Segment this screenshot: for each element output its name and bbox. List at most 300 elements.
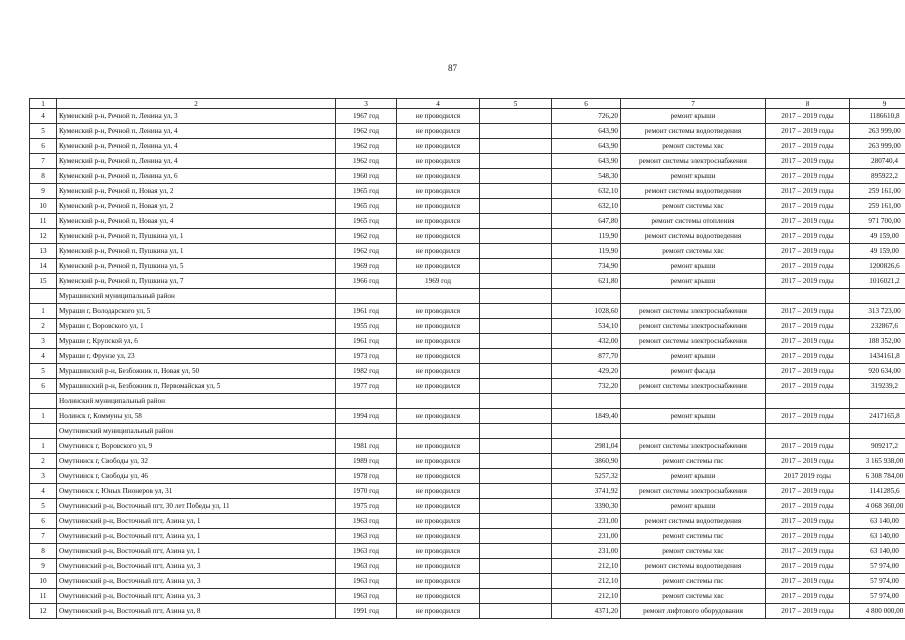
empty-cell: [480, 574, 552, 589]
area-cell: 3860,90: [552, 454, 621, 469]
empty-cell: [480, 454, 552, 469]
period-cell: 2017 – 2019 годы: [766, 154, 850, 169]
work-type-cell: ремонт системы электроснабжения: [621, 439, 766, 454]
area-cell: 1028,60: [552, 304, 621, 319]
work-type-cell: ремонт системы хвс: [621, 589, 766, 604]
work-type-cell: ремонт системы водоотведения: [621, 559, 766, 574]
row-number: [30, 289, 57, 304]
period-cell: 2017 – 2019 годы: [766, 124, 850, 139]
cost-cell: 1016021,2: [850, 274, 905, 289]
work-type-cell: ремонт системы гвс: [621, 574, 766, 589]
area-cell: 632,10: [552, 184, 621, 199]
empty-cell: [480, 259, 552, 274]
row-number: 5: [30, 364, 57, 379]
cost-cell: 63 140,00: [850, 514, 905, 529]
year-cell: 1962 год: [336, 124, 397, 139]
row-number: 10: [30, 574, 57, 589]
address-cell: Омутнинск г, Юных Пионеров ул, 31: [57, 484, 336, 499]
address-cell: Омутнинский р-н, Восточный пгт, Азина ул, 3: [57, 574, 336, 589]
empty-cell: [480, 439, 552, 454]
period-cell: 2017 – 2019 годы: [766, 259, 850, 274]
address-cell: Омутнинский р-н, Восточный пгт, Азина ул, 3: [57, 559, 336, 574]
work-type-cell: ремонт крыши: [621, 499, 766, 514]
repair-schedule-table: [29, 98, 905, 619]
period-cell: 2017 – 2019 годы: [766, 514, 850, 529]
year-cell: 1975 год: [336, 499, 397, 514]
column-header: 9: [850, 99, 905, 109]
work-type-cell: ремонт крыши: [621, 109, 766, 124]
work-type-cell: ремонт крыши: [621, 409, 766, 424]
work-type-cell: ремонт системы отопления: [621, 214, 766, 229]
period-cell: 2017 2019 годы: [766, 469, 850, 484]
last-repair-cell: не проводился: [397, 319, 480, 334]
year-cell: 1962 год: [336, 229, 397, 244]
year-cell: 1963 год: [336, 529, 397, 544]
work-type-cell: ремонт системы гвс: [621, 529, 766, 544]
period-cell: 2017 – 2019 годы: [766, 244, 850, 259]
last-repair-cell: не проводился: [397, 544, 480, 559]
cost-cell: 3 165 938,00: [850, 454, 905, 469]
address-cell: Омутнинский р-н, Восточный пгт, Азина ул, 8: [57, 604, 336, 619]
empty-cell: [480, 124, 552, 139]
last-repair-cell: не проводился: [397, 409, 480, 424]
work-type-cell: ремонт системы гвс: [621, 454, 766, 469]
period-cell: 2017 – 2019 годы: [766, 559, 850, 574]
row-number: 8: [30, 169, 57, 184]
table-row: [30, 364, 905, 379]
empty-cell: [480, 349, 552, 364]
table-row: [30, 409, 905, 424]
row-number: 7: [30, 154, 57, 169]
work-type-cell: ремонт крыши: [621, 169, 766, 184]
cost-cell: 1186610,8: [850, 109, 905, 124]
empty-cell: [480, 514, 552, 529]
year-cell: 1963 год: [336, 574, 397, 589]
period-cell: 2017 – 2019 годы: [766, 139, 850, 154]
area-cell: 643,90: [552, 139, 621, 154]
address-cell: Куменский р-н, Речной п, Новая ул, 2: [57, 184, 336, 199]
last-repair-cell: не проводился: [397, 574, 480, 589]
period-cell: 2017 – 2019 годы: [766, 529, 850, 544]
work-type-cell: ремонт крыши: [621, 259, 766, 274]
cost-cell: 4 800 000,00: [850, 604, 905, 619]
cost-cell: 1141285,6: [850, 484, 905, 499]
work-type-cell: ремонт системы электроснабжения: [621, 334, 766, 349]
address-cell: Куменский р-н, Речной п, Ленина ул, 4: [57, 124, 336, 139]
last-repair-cell: не проводился: [397, 334, 480, 349]
empty-cell: [480, 334, 552, 349]
address-cell: Мурашинский р-н, Безбожник п, Первомайская ул, 5: [57, 379, 336, 394]
row-number: 7: [30, 529, 57, 544]
last-repair-cell: не проводился: [397, 109, 480, 124]
period-cell: 2017 – 2019 годы: [766, 544, 850, 559]
area-cell: 231,00: [552, 544, 621, 559]
address-cell: Омутнинск г, Свободы ул, 46: [57, 469, 336, 484]
year-cell: 1982 год: [336, 364, 397, 379]
empty-cell: [336, 424, 397, 439]
year-cell: 1966 год: [336, 274, 397, 289]
column-header: 4: [397, 99, 480, 109]
year-cell: 1978 год: [336, 469, 397, 484]
section-label: Мурашинский муниципальный район: [57, 289, 336, 304]
column-header: 8: [766, 99, 850, 109]
table-row: [30, 454, 905, 469]
work-type-cell: ремонт крыши: [621, 349, 766, 364]
work-type-cell: ремонт крыши: [621, 274, 766, 289]
work-type-cell: ремонт системы водоотведения: [621, 229, 766, 244]
table-row: [30, 199, 905, 214]
row-number: 10: [30, 199, 57, 214]
cost-cell: 971 700,00: [850, 214, 905, 229]
empty-cell: [480, 364, 552, 379]
cost-cell: 263 999,00: [850, 124, 905, 139]
period-cell: 2017 – 2019 годы: [766, 589, 850, 604]
period-cell: 2017 – 2019 годы: [766, 274, 850, 289]
last-repair-cell: не проводился: [397, 589, 480, 604]
area-cell: 432,00: [552, 334, 621, 349]
page-number: 87: [448, 63, 457, 73]
area-cell: 1849,40: [552, 409, 621, 424]
area-cell: 119,90: [552, 229, 621, 244]
area-cell: 212,10: [552, 589, 621, 604]
area-cell: 212,10: [552, 559, 621, 574]
year-cell: 1955 год: [336, 319, 397, 334]
cost-cell: 57 974,00: [850, 574, 905, 589]
last-repair-cell: не проводился: [397, 439, 480, 454]
table-row: [30, 109, 905, 124]
row-number: 4: [30, 349, 57, 364]
year-cell: 1991 год: [336, 604, 397, 619]
empty-cell: [552, 424, 621, 439]
last-repair-cell: не проводился: [397, 184, 480, 199]
last-repair-cell: не проводился: [397, 124, 480, 139]
address-cell: Омутнинский р-н, Восточный пгт, Азина ул, 1: [57, 529, 336, 544]
empty-cell: [480, 214, 552, 229]
row-number: 8: [30, 544, 57, 559]
table-row: [30, 484, 905, 499]
address-cell: Куменский р-н, Речной п, Пушкина ул, 1: [57, 229, 336, 244]
cost-cell: 1200826,6: [850, 259, 905, 274]
year-cell: 1994 год: [336, 409, 397, 424]
address-cell: Омутнинский р-н, Восточный пгт, Азина ул, 3: [57, 589, 336, 604]
area-cell: 643,90: [552, 154, 621, 169]
year-cell: 1962 год: [336, 154, 397, 169]
area-cell: 2981,04: [552, 439, 621, 454]
row-number: 1: [30, 304, 57, 319]
address-cell: Омутнинский р-н, Восточный пгт, Азина ул, 1: [57, 514, 336, 529]
row-number: 14: [30, 259, 57, 274]
table-row: [30, 184, 905, 199]
area-cell: 877,70: [552, 349, 621, 364]
row-number: 6: [30, 379, 57, 394]
empty-cell: [480, 244, 552, 259]
area-cell: 3741,92: [552, 484, 621, 499]
year-cell: 1969 год: [336, 259, 397, 274]
table-row: [30, 499, 905, 514]
empty-cell: [480, 499, 552, 514]
empty-cell: [480, 589, 552, 604]
table-row: [30, 604, 905, 619]
section-row: [30, 394, 905, 409]
empty-cell: [552, 289, 621, 304]
year-cell: 1963 год: [336, 589, 397, 604]
year-cell: 1961 год: [336, 334, 397, 349]
last-repair-cell: не проводился: [397, 349, 480, 364]
period-cell: 2017 – 2019 годы: [766, 319, 850, 334]
table-row: [30, 544, 905, 559]
period-cell: 2017 – 2019 годы: [766, 109, 850, 124]
address-cell: Куменский р-н, Речной п, Ленина ул, 4: [57, 139, 336, 154]
year-cell: 1965 год: [336, 214, 397, 229]
period-cell: 2017 – 2019 годы: [766, 604, 850, 619]
cost-cell: 57 974,00: [850, 559, 905, 574]
year-cell: 1962 год: [336, 244, 397, 259]
table-row: [30, 379, 905, 394]
area-cell: 647,80: [552, 214, 621, 229]
work-type-cell: ремонт системы хвс: [621, 139, 766, 154]
address-cell: Куменский р-н, Речной п, Пушкина ул, 7: [57, 274, 336, 289]
last-repair-cell: не проводился: [397, 214, 480, 229]
work-type-cell: ремонт системы электроснабжения: [621, 154, 766, 169]
table-row: [30, 469, 905, 484]
last-repair-cell: не проводился: [397, 529, 480, 544]
empty-cell: [480, 184, 552, 199]
empty-cell: [397, 289, 480, 304]
cost-cell: 920 634,00: [850, 364, 905, 379]
cost-cell: 263 999,00: [850, 139, 905, 154]
work-type-cell: ремонт системы водоотведения: [621, 514, 766, 529]
empty-cell: [480, 484, 552, 499]
table-row: [30, 154, 905, 169]
empty-cell: [621, 394, 766, 409]
table-row: [30, 304, 905, 319]
area-cell: 732,20: [552, 379, 621, 394]
empty-cell: [480, 169, 552, 184]
row-number: 9: [30, 559, 57, 574]
empty-cell: [480, 319, 552, 334]
last-repair-cell: не проводился: [397, 469, 480, 484]
table-row: [30, 439, 905, 454]
empty-cell: [480, 559, 552, 574]
period-cell: 2017 – 2019 годы: [766, 364, 850, 379]
table-row: [30, 349, 905, 364]
year-cell: 1963 год: [336, 559, 397, 574]
address-cell: Куменский р-н, Речной п, Пушкина ул, 1: [57, 244, 336, 259]
table-row: [30, 274, 905, 289]
period-cell: 2017 – 2019 годы: [766, 229, 850, 244]
empty-cell: [336, 394, 397, 409]
section-label: Омутнинский муниципальный район: [57, 424, 336, 439]
row-number: 4: [30, 484, 57, 499]
work-type-cell: ремонт крыши: [621, 469, 766, 484]
table-row: [30, 574, 905, 589]
empty-cell: [480, 199, 552, 214]
row-number: [30, 394, 57, 409]
table-row: [30, 334, 905, 349]
row-number: 9: [30, 184, 57, 199]
column-header: 7: [621, 99, 766, 109]
area-cell: 5257,32: [552, 469, 621, 484]
period-cell: 2017 – 2019 годы: [766, 574, 850, 589]
empty-cell: [480, 424, 552, 439]
period-cell: 2017 – 2019 годы: [766, 199, 850, 214]
row-number: 12: [30, 229, 57, 244]
period-cell: 2017 – 2019 годы: [766, 334, 850, 349]
column-header: 5: [480, 99, 552, 109]
cost-cell: 909217,2: [850, 439, 905, 454]
last-repair-cell: не проводился: [397, 304, 480, 319]
area-cell: 231,00: [552, 529, 621, 544]
row-number: 4: [30, 109, 57, 124]
last-repair-cell: не проводился: [397, 199, 480, 214]
address-cell: Куменский р-н, Речной п, Ленина ул, 6: [57, 169, 336, 184]
column-header: 2: [57, 99, 336, 109]
year-cell: 1981 год: [336, 439, 397, 454]
empty-cell: [552, 394, 621, 409]
address-cell: Омутнинск г, Воровского ул, 9: [57, 439, 336, 454]
row-number: 11: [30, 589, 57, 604]
year-cell: 1965 год: [336, 199, 397, 214]
address-cell: Куменский р-н, Речной п, Ленина ул, 3: [57, 109, 336, 124]
work-type-cell: ремонт системы электроснабжения: [621, 484, 766, 499]
year-cell: 1973 год: [336, 349, 397, 364]
year-cell: 1960 год: [336, 169, 397, 184]
last-repair-cell: не проводился: [397, 499, 480, 514]
column-header: 1: [30, 99, 57, 109]
period-cell: 2017 – 2019 годы: [766, 499, 850, 514]
last-repair-cell: не проводился: [397, 379, 480, 394]
row-number: 1: [30, 409, 57, 424]
period-cell: 2017 – 2019 годы: [766, 184, 850, 199]
area-cell: 621,80: [552, 274, 621, 289]
last-repair-cell: 1969 год: [397, 274, 480, 289]
cost-cell: 188 352,00: [850, 334, 905, 349]
period-cell: 2017 – 2019 годы: [766, 484, 850, 499]
address-cell: Нолинск г, Коммуны ул, 58: [57, 409, 336, 424]
year-cell: 1965 год: [336, 184, 397, 199]
area-cell: 429,20: [552, 364, 621, 379]
last-repair-cell: не проводился: [397, 514, 480, 529]
work-type-cell: ремонт системы водоотведения: [621, 184, 766, 199]
last-repair-cell: не проводился: [397, 154, 480, 169]
work-type-cell: ремонт системы хвс: [621, 199, 766, 214]
empty-cell: [850, 424, 905, 439]
row-number: 13: [30, 244, 57, 259]
cost-cell: 280740,4: [850, 154, 905, 169]
table-row: [30, 514, 905, 529]
address-cell: Мураши г, Фрунзе ул, 23: [57, 349, 336, 364]
empty-cell: [480, 604, 552, 619]
empty-cell: [480, 544, 552, 559]
table-row: [30, 559, 905, 574]
column-header-row: [30, 99, 905, 109]
empty-cell: [480, 274, 552, 289]
cost-cell: 232867,6: [850, 319, 905, 334]
empty-cell: [766, 394, 850, 409]
empty-cell: [621, 289, 766, 304]
year-cell: 1989 год: [336, 454, 397, 469]
period-cell: 2017 – 2019 годы: [766, 454, 850, 469]
area-cell: 3390,30: [552, 499, 621, 514]
empty-cell: [480, 469, 552, 484]
row-number: 15: [30, 274, 57, 289]
row-number: 2: [30, 454, 57, 469]
area-cell: 231,00: [552, 514, 621, 529]
area-cell: 726,20: [552, 109, 621, 124]
empty-cell: [850, 394, 905, 409]
area-cell: 534,10: [552, 319, 621, 334]
table-row: [30, 244, 905, 259]
area-cell: 643,90: [552, 124, 621, 139]
last-repair-cell: не проводился: [397, 229, 480, 244]
address-cell: Куменский р-н, Речной п, Новая ул, 2: [57, 199, 336, 214]
work-type-cell: ремонт лифтового оборудования: [621, 604, 766, 619]
year-cell: 1962 год: [336, 139, 397, 154]
work-type-cell: ремонт системы хвс: [621, 544, 766, 559]
table-row: [30, 124, 905, 139]
address-cell: Мураши г, Володарского ул, 5: [57, 304, 336, 319]
cost-cell: 319239,2: [850, 379, 905, 394]
table-row: [30, 529, 905, 544]
cost-cell: 895922,2: [850, 169, 905, 184]
empty-cell: [480, 379, 552, 394]
last-repair-cell: не проводился: [397, 139, 480, 154]
address-cell: Омутнинск г, Свободы ул, 32: [57, 454, 336, 469]
address-cell: Куменский р-н, Речной п, Пушкина ул, 5: [57, 259, 336, 274]
section-row: [30, 424, 905, 439]
table-row: [30, 259, 905, 274]
last-repair-cell: не проводился: [397, 559, 480, 574]
last-repair-cell: не проводился: [397, 244, 480, 259]
row-number: 6: [30, 139, 57, 154]
row-number: 5: [30, 124, 57, 139]
area-cell: 4371,20: [552, 604, 621, 619]
period-cell: 2017 – 2019 годы: [766, 439, 850, 454]
period-cell: 2017 – 2019 годы: [766, 349, 850, 364]
year-cell: 1977 год: [336, 379, 397, 394]
cost-cell: 4 068 360,00: [850, 499, 905, 514]
row-number: [30, 424, 57, 439]
address-cell: Куменский р-н, Речной п, Новая ул, 4: [57, 214, 336, 229]
area-cell: 734,90: [552, 259, 621, 274]
section-label: Нолинский муниципальный район: [57, 394, 336, 409]
period-cell: 2017 – 2019 годы: [766, 379, 850, 394]
empty-cell: [480, 394, 552, 409]
address-cell: Омутнинский р-н, Восточный пгт, 30 лет Победы ул, 11: [57, 499, 336, 514]
last-repair-cell: не проводился: [397, 454, 480, 469]
address-cell: Мураши г, Воровского ул, 1: [57, 319, 336, 334]
work-type-cell: ремонт системы электроснабжения: [621, 319, 766, 334]
table-row: [30, 169, 905, 184]
period-cell: 2017 – 2019 годы: [766, 304, 850, 319]
row-number: 12: [30, 604, 57, 619]
area-cell: 119,90: [552, 244, 621, 259]
area-cell: 212,10: [552, 574, 621, 589]
empty-cell: [480, 409, 552, 424]
cost-cell: 6 308 784,00: [850, 469, 905, 484]
section-row: [30, 289, 905, 304]
work-type-cell: ремонт системы электроснабжения: [621, 379, 766, 394]
year-cell: 1967 год: [336, 109, 397, 124]
address-cell: Мураши г, Крупской ул, 6: [57, 334, 336, 349]
empty-cell: [336, 289, 397, 304]
last-repair-cell: не проводился: [397, 604, 480, 619]
empty-cell: [397, 424, 480, 439]
table-row: [30, 214, 905, 229]
cost-cell: 63 140,00: [850, 544, 905, 559]
area-cell: 548,30: [552, 169, 621, 184]
row-number: 5: [30, 499, 57, 514]
